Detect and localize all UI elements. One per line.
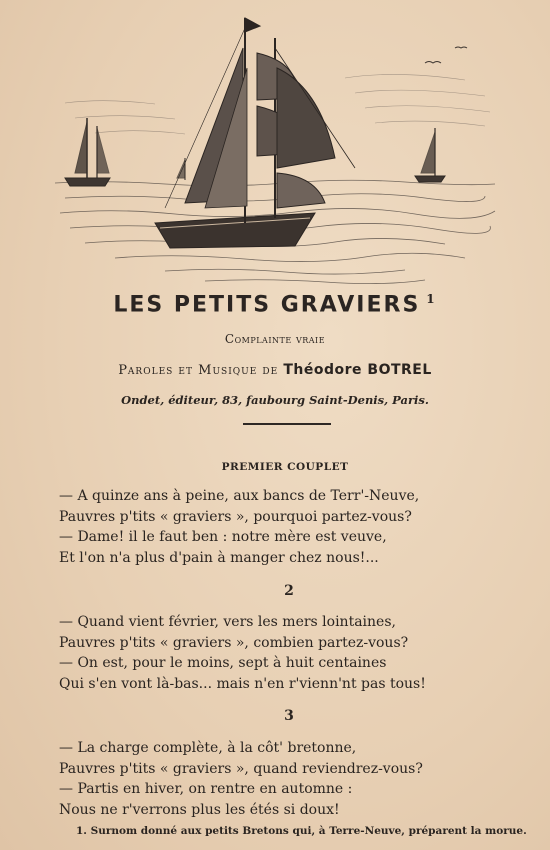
verse-line: — A quinze ans à peine, aux bancs de Terr'-Neuve, — [59, 488, 420, 504]
title-footnote-marker: 1 — [426, 292, 437, 306]
publisher-line: Ondet, éditeur, 83, faubourg Saint-Denis, Paris. — [121, 393, 429, 407]
main-ship-icon — [155, 18, 355, 248]
song-subtitle: Complainte vraie — [224, 332, 326, 346]
song-credits — [0, 362, 550, 378]
verse-line: — Quand vient février, vers les mers lointaines, — [59, 614, 396, 630]
divider-rule — [243, 423, 331, 425]
verse-line: Pauvres p'tits « graviers », quand reviendrez-vous? — [59, 760, 423, 777]
first-couplet-heading: PREMIER COUPLET — [221, 461, 349, 473]
verse-line: — Dame! il le faut ben : notre mère est veuve, — [59, 529, 387, 545]
stanza-2 — [59, 612, 426, 694]
verse-line: Pauvres p'tits « graviers », combien partez-vous? — [59, 634, 409, 651]
song-title: LES PETITS GRAVIERS $^1$ — [113, 292, 437, 318]
stanza-number-3: 3 — [284, 708, 294, 724]
ship-left-icon — [65, 118, 110, 186]
verse-line: Et l'on n'a plus d'pain à manger chez nous!... — [59, 549, 379, 566]
author-name: Théodore BOTREL — [283, 362, 432, 378]
stanza-number-2: 2 — [284, 583, 294, 599]
verse-line: — Partis en hiver, on rentre en automne : — [59, 781, 353, 797]
stanza-3 — [59, 738, 423, 820]
stanza-1 — [59, 486, 419, 568]
ship-right-icon — [415, 128, 445, 182]
verse-line: Pauvres p'tits « graviers », pourquoi partez-vous? — [59, 508, 412, 525]
credits-prefix: Paroles et Musique de — [118, 363, 279, 378]
verse-line: — On est, pour le moins, sept à huit centaines — [59, 655, 387, 671]
sailing-ships-illustration — [45, 8, 505, 288]
verse-line: Qui s'en vont là-bas... mais n'en r'vienn'nt pas tous! — [59, 675, 426, 692]
footnote: 1. Surnom donné aux petits Bretons qui, à Terre-Neuve, préparent la morue. — [76, 825, 527, 837]
verse-line: — La charge complète, à la côt' bretonne, — [59, 740, 357, 756]
verse-line: Nous ne r'verrons plus les étés si doux! — [59, 801, 340, 818]
